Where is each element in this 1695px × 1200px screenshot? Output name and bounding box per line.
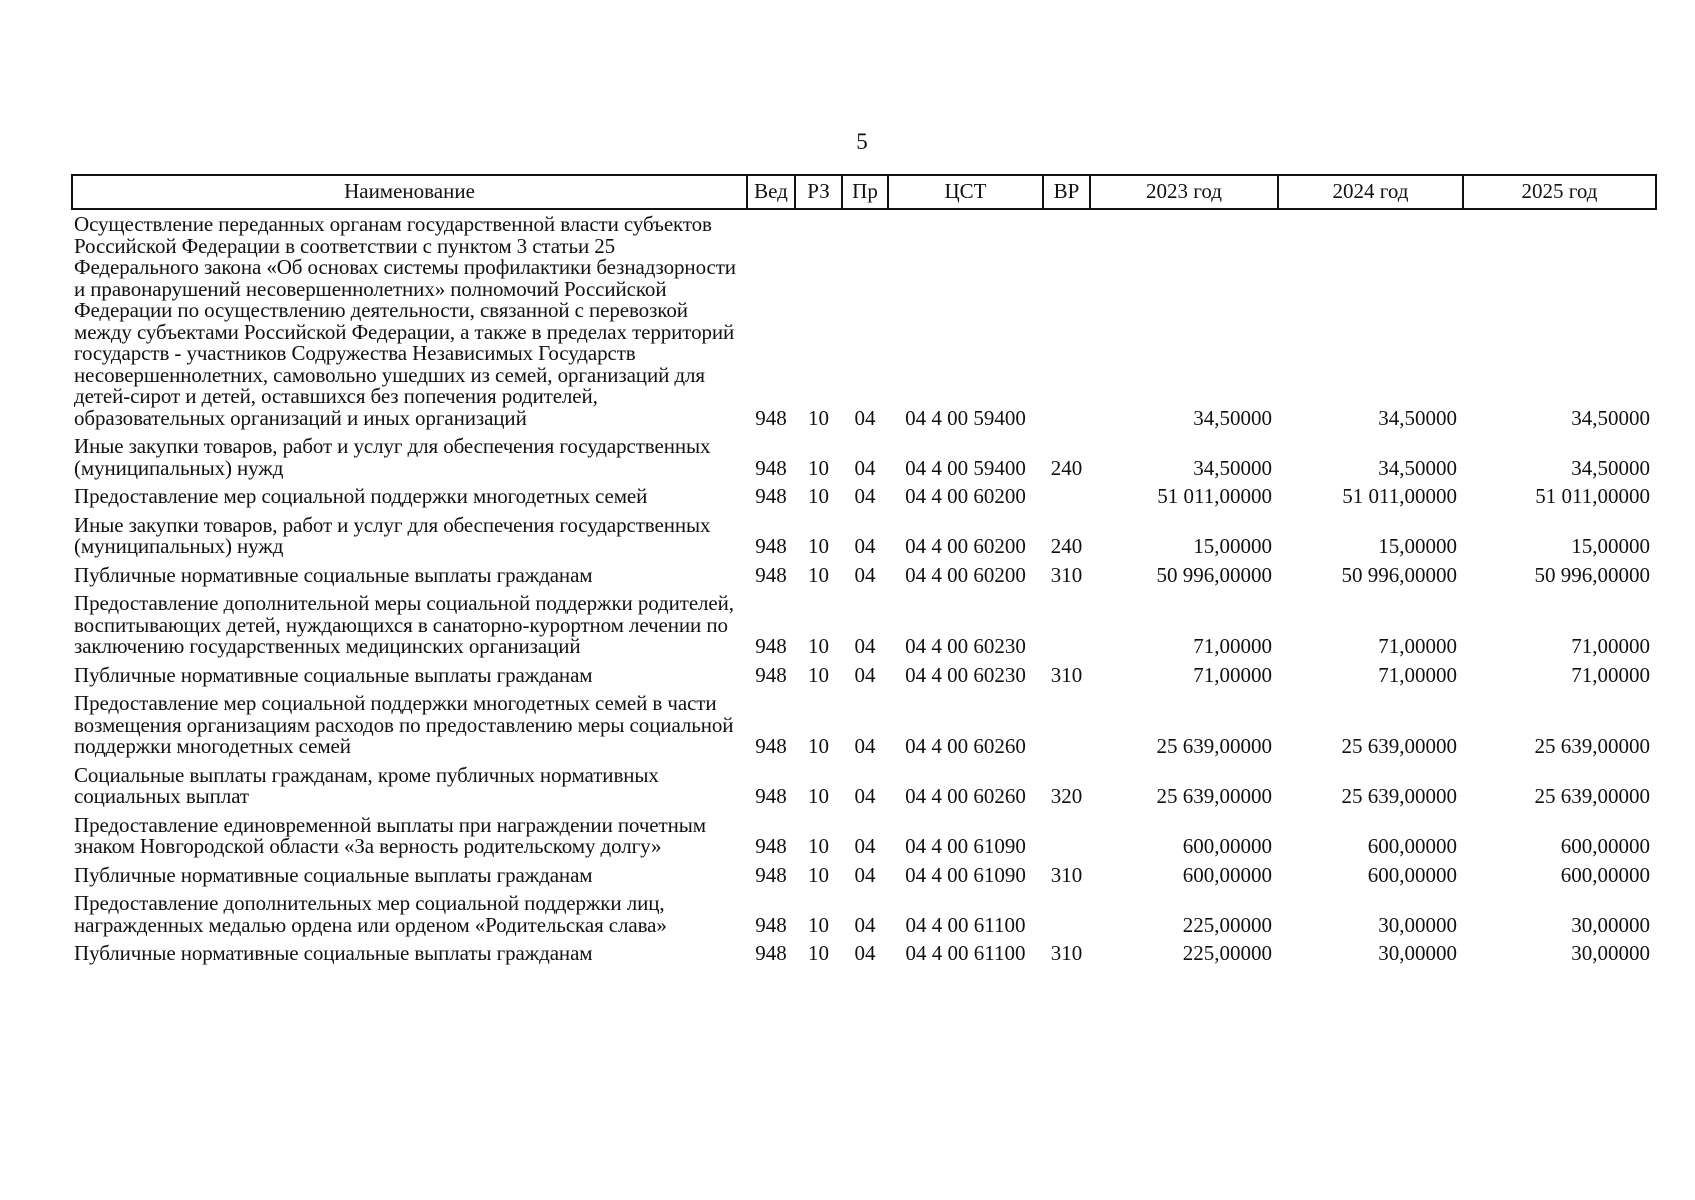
row-rz: 10 bbox=[808, 405, 829, 430]
row-2024: 30,00000 bbox=[1378, 941, 1457, 965]
row-pr: 04 bbox=[854, 784, 876, 808]
row-2023: 50 996,00000 bbox=[1156, 562, 1272, 587]
row-ved: 948 bbox=[755, 455, 787, 480]
table-row bbox=[72, 811, 1656, 861]
row-2025: 30,00000 bbox=[1571, 941, 1650, 965]
row-cst: 04 4 00 60200 bbox=[905, 534, 1026, 558]
row-pr: 04 bbox=[854, 534, 876, 558]
header-2024: 2024 год bbox=[1278, 175, 1463, 209]
row-2025: 25 639,00000 bbox=[1534, 734, 1650, 758]
row-name: Публичные нормативные социальные выплаты гражданам bbox=[74, 862, 593, 887]
row-cst: 04 4 00 59400 bbox=[905, 405, 1026, 430]
row-2023: 225,00000 bbox=[1182, 941, 1272, 965]
row-name: Предоставление мер социальной поддержки многодетных семей в части возмещения организациям расходов по предоставлению меры социальной поддержки многодетных семей bbox=[74, 691, 734, 758]
row-pr: 04 bbox=[854, 734, 876, 758]
row-2024: 600,00000 bbox=[1367, 862, 1457, 887]
header-name: Наименование bbox=[72, 175, 747, 209]
row-pr: 04 bbox=[854, 912, 876, 937]
row-vr bbox=[1043, 689, 1090, 761]
row-cst: 04 4 00 61100 bbox=[905, 941, 1026, 965]
row-2023: 600,00000 bbox=[1182, 862, 1272, 887]
row-2025: 71,00000 bbox=[1571, 634, 1650, 658]
row-cst: 04 4 00 60200 bbox=[905, 484, 1026, 508]
row-cst: 04 4 00 60230 bbox=[905, 662, 1026, 687]
row-vr: 310 bbox=[1050, 662, 1083, 687]
row-name: Иные закупки товаров, работ и услуг для обеспечения государственных (муниципальных) нужд bbox=[74, 512, 711, 558]
page-number: 5 bbox=[856, 129, 868, 154]
row-2023: 15,00000 bbox=[1193, 534, 1272, 558]
row-2025: 600,00000 bbox=[1560, 862, 1650, 887]
table-row bbox=[72, 689, 1656, 761]
row-name: Социальные выплаты гражданам, кроме публичных нормативных социальных выплат bbox=[74, 762, 659, 808]
row-2024: 25 639,00000 bbox=[1341, 734, 1457, 758]
row-pr: 04 bbox=[854, 484, 876, 508]
header-vr: ВР bbox=[1043, 175, 1090, 209]
table-row bbox=[72, 761, 1656, 811]
row-rz: 10 bbox=[808, 834, 829, 858]
table-row bbox=[72, 939, 1656, 968]
budget-table bbox=[71, 174, 1657, 968]
row-cst: 04 4 00 60230 bbox=[905, 634, 1026, 658]
row-pr: 04 bbox=[854, 634, 876, 658]
table-row bbox=[72, 861, 1656, 890]
header-row bbox=[72, 175, 1656, 209]
row-vr: 240 bbox=[1050, 534, 1083, 558]
row-pr: 04 bbox=[854, 455, 876, 480]
header-2025: 2025 год bbox=[1463, 175, 1656, 209]
row-name: Публичные нормативные социальные выплаты гражданам bbox=[74, 562, 593, 587]
row-2025: 15,00000 bbox=[1571, 534, 1650, 558]
table-body bbox=[72, 209, 1656, 968]
row-ved: 948 bbox=[755, 662, 787, 687]
row-cst: 04 4 00 61100 bbox=[905, 912, 1026, 937]
row-rz: 10 bbox=[808, 634, 829, 658]
row-2024: 71,00000 bbox=[1378, 662, 1457, 687]
row-ved: 948 bbox=[755, 562, 787, 587]
table-row bbox=[72, 209, 1656, 432]
row-vr bbox=[1043, 811, 1090, 861]
table-row bbox=[72, 589, 1656, 661]
row-2023: 71,00000 bbox=[1193, 662, 1272, 687]
row-rz: 10 bbox=[808, 534, 829, 558]
row-vr bbox=[1043, 482, 1090, 511]
row-2023: 71,00000 bbox=[1193, 634, 1272, 658]
row-rz: 10 bbox=[808, 562, 829, 587]
row-cst: 04 4 00 59400 bbox=[905, 455, 1026, 480]
row-2023: 25 639,00000 bbox=[1156, 784, 1272, 808]
row-pr: 04 bbox=[854, 405, 876, 430]
row-2024: 71,00000 bbox=[1378, 634, 1457, 658]
row-2023: 225,00000 bbox=[1182, 912, 1272, 937]
row-ved: 948 bbox=[755, 734, 787, 758]
table-row bbox=[72, 482, 1656, 511]
row-rz: 10 bbox=[808, 484, 829, 508]
row-rz: 10 bbox=[808, 662, 829, 687]
row-2024: 30,00000 bbox=[1378, 912, 1457, 937]
row-name: Осуществление переданных органам государственной власти субъектов Российской Федерации в соответствии с пунктом 3 статьи 25 Федерального закона «Об основах системы профилактики безнадзорности и правонарушений несовершеннолетних» полномочий Российской Федерации по осуществлению деятельности, связанной с перевозкой между субъектами Российской Федерации, а также в пределах территорий государств - участников Содружества Независимых Государств несовершеннолетних, самовольно ушедших из семей, организаций для детей-сирот и детей, оставшихся без попечения родителей, образовательных организаций и иных организаций bbox=[74, 212, 736, 430]
row-pr: 04 bbox=[854, 941, 876, 965]
row-name: Предоставление мер социальной поддержки многодетных семей bbox=[74, 484, 648, 508]
row-2025: 34,50000 bbox=[1571, 455, 1650, 480]
row-pr: 04 bbox=[854, 834, 876, 858]
row-2024: 15,00000 bbox=[1378, 534, 1457, 558]
row-vr bbox=[1043, 209, 1090, 432]
row-ved: 948 bbox=[755, 784, 787, 808]
row-cst: 04 4 00 60200 bbox=[905, 562, 1026, 587]
row-rz: 10 bbox=[808, 455, 829, 480]
row-2025: 51 011,00000 bbox=[1535, 484, 1650, 508]
row-2025: 71,00000 bbox=[1571, 662, 1650, 687]
row-ved: 948 bbox=[755, 405, 787, 430]
header-2023: 2023 год bbox=[1090, 175, 1278, 209]
row-cst: 04 4 00 61090 bbox=[905, 862, 1026, 887]
row-rz: 10 bbox=[808, 784, 829, 808]
row-rz: 10 bbox=[808, 862, 829, 887]
row-2024: 34,50000 bbox=[1378, 455, 1457, 480]
row-2025: 30,00000 bbox=[1571, 912, 1650, 937]
row-vr: 320 bbox=[1050, 784, 1083, 808]
row-name: Предоставление дополнительных мер социальной поддержки лиц, награжденных медалью ордена или орденом «Родительская слава» bbox=[74, 891, 667, 937]
header-cst: ЦСТ bbox=[888, 175, 1043, 209]
table-header bbox=[72, 175, 1656, 209]
row-vr: 310 bbox=[1050, 562, 1083, 587]
table-row bbox=[72, 432, 1656, 482]
row-rz: 10 bbox=[808, 912, 829, 937]
row-2023: 51 011,00000 bbox=[1157, 484, 1272, 508]
row-ved: 948 bbox=[755, 534, 787, 558]
row-ved: 948 bbox=[755, 912, 787, 937]
table-row bbox=[72, 661, 1656, 690]
row-name: Публичные нормативные социальные выплаты гражданам bbox=[74, 662, 593, 687]
header-pr: Пр bbox=[842, 175, 888, 209]
row-cst: 04 4 00 60260 bbox=[905, 734, 1026, 758]
row-2024: 34,50000 bbox=[1378, 405, 1457, 430]
row-2023: 25 639,00000 bbox=[1156, 734, 1272, 758]
header-rz: РЗ bbox=[795, 175, 842, 209]
row-rz: 10 bbox=[808, 734, 829, 758]
row-rz: 10 bbox=[808, 941, 829, 965]
row-vr bbox=[1043, 589, 1090, 661]
row-cst: 04 4 00 61090 bbox=[905, 834, 1026, 858]
row-name: Предоставление дополнительной меры социальной поддержки родителей, воспитывающих детей, нуждающихся в санаторно-курортном лечении по заключению государственных медицинских организаций bbox=[74, 591, 734, 658]
row-vr bbox=[1043, 889, 1090, 939]
row-2025: 50 996,00000 bbox=[1534, 562, 1650, 587]
row-vr: 310 bbox=[1050, 941, 1083, 965]
row-2024: 51 011,00000 bbox=[1342, 484, 1457, 508]
row-ved: 948 bbox=[755, 862, 787, 887]
row-2023: 34,50000 bbox=[1193, 455, 1272, 480]
row-pr: 04 bbox=[854, 562, 876, 587]
row-2023: 34,50000 bbox=[1193, 405, 1272, 430]
row-cst: 04 4 00 60260 bbox=[905, 784, 1026, 808]
row-ved: 948 bbox=[755, 941, 787, 965]
row-vr: 240 bbox=[1050, 455, 1083, 480]
row-ved: 948 bbox=[755, 834, 787, 858]
row-2024: 600,00000 bbox=[1367, 834, 1457, 858]
row-vr: 310 bbox=[1050, 862, 1083, 887]
table-row bbox=[72, 511, 1656, 561]
row-2025: 25 639,00000 bbox=[1534, 784, 1650, 808]
row-2023: 600,00000 bbox=[1182, 834, 1272, 858]
header-ved: Вед bbox=[747, 175, 795, 209]
row-ved: 948 bbox=[755, 634, 787, 658]
row-name: Иные закупки товаров, работ и услуг для обеспечения государственных (муниципальных) нужд bbox=[74, 434, 711, 480]
row-2025: 600,00000 bbox=[1560, 834, 1650, 858]
row-name: Публичные нормативные социальные выплаты гражданам bbox=[74, 941, 593, 965]
row-pr: 04 bbox=[854, 662, 876, 687]
row-2024: 50 996,00000 bbox=[1341, 562, 1457, 587]
row-name: Предоставление единовременной выплаты при награждении почетным знаком Новгородской области «За верность родительскому долгу» bbox=[74, 812, 706, 858]
row-2025: 34,50000 bbox=[1571, 405, 1650, 430]
table-row bbox=[72, 889, 1656, 939]
table-row bbox=[72, 561, 1656, 590]
row-ved: 948 bbox=[755, 484, 787, 508]
row-pr: 04 bbox=[854, 862, 876, 887]
row-2024: 25 639,00000 bbox=[1341, 784, 1457, 808]
